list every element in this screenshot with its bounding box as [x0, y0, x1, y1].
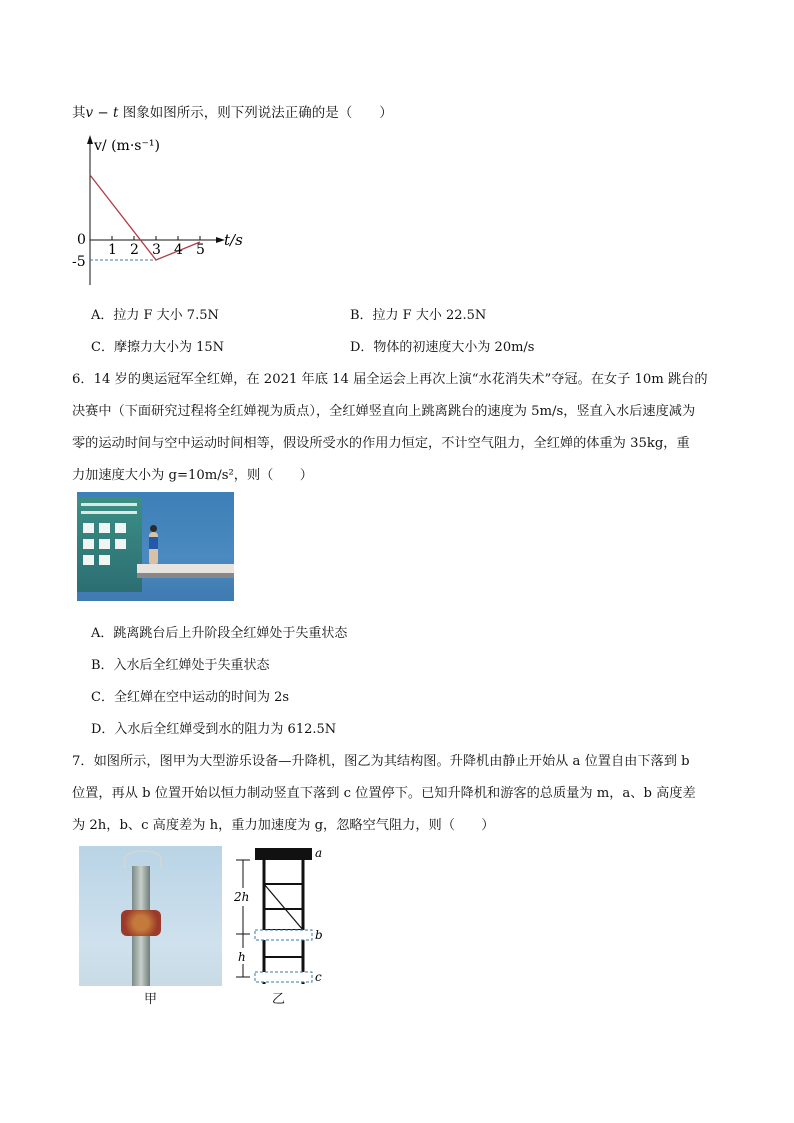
label-c: c [315, 970, 322, 984]
x-tick-label: 5 [196, 242, 205, 258]
q6-line-2: 决赛中（下面研究过程将全红婵视为质点），全红婵竖直向上跳离跳台的速度为 5m/s，竖直入水后速度减为 [72, 404, 696, 419]
origin-label: 0 [77, 232, 86, 248]
position-c-box [255, 972, 312, 982]
q7-line-3: 为 2h，b、c 高度差为 h，重力加速度为 g，忽略空气阻力，则（ ） [72, 818, 495, 833]
q5-option-a: A．拉力 F 大小 7.5N [91, 308, 219, 323]
label-b: b [315, 928, 323, 942]
label-a: a [315, 846, 323, 860]
x-tick-label: 3 [152, 242, 161, 258]
y-tick-label: -5 [72, 254, 86, 270]
caption-yi: 乙 [272, 992, 286, 1007]
question-intro: 其v − t 图象如图所示，则下列说法正确的是（ ） [72, 105, 393, 121]
x-tick-label: 4 [174, 242, 183, 258]
x-tick-label: 2 [130, 242, 139, 258]
q5-option-c: C．摩擦力大小为 15N [91, 340, 224, 355]
structure-diagram [228, 842, 338, 992]
q6-option-c: C．全红婵在空中运动的时间为 2s [91, 690, 290, 705]
diver-photo [77, 492, 234, 601]
q7-line-2: 位置，再从 b 位置开始以恒力制动竖直下落到 c 位置停下。已知升降机和游客的总质量为 m，a、b 高度差 [72, 786, 696, 801]
top-block [255, 848, 312, 860]
x-tick-label: 1 [108, 242, 117, 258]
x-axis-label: t/s [224, 231, 243, 249]
ride-gondola [121, 910, 161, 936]
q6-option-b: B．入水后全红婵处于失重状态 [91, 658, 270, 673]
diving-platform [137, 564, 234, 573]
y-axis-arrow [87, 135, 93, 144]
q7-line-1: 7．如图所示，图甲为大型游乐设备—升降机，图乙为其结构图。升降机由静止开始从 a 位置自由下落到 b [72, 754, 690, 769]
q6-option-a: A．跳离跳台后上升阶段全红婵处于失重状态 [91, 626, 348, 641]
q5-option-b: B．拉力 F 大小 22.5N [350, 308, 487, 323]
label-2h: 2h [234, 890, 250, 904]
scoreboard [77, 497, 142, 592]
q6-line-3: 零的运动时间与空中运动时间相等，假设所受水的作用力恒定，不计空气阻力，全红婵的体重为 35kg，重 [72, 436, 690, 451]
q6-line-4: 力加速度大小为 g=10m/s²，则（ ） [72, 468, 313, 483]
drop-tower-photo [79, 846, 222, 986]
position-b-box [255, 930, 312, 940]
velocity-line [90, 175, 200, 260]
label-h: h [238, 950, 246, 964]
vt-graph [72, 130, 272, 290]
caption-jia: 甲 [144, 992, 158, 1007]
q6-line-1: 6．14 岁的奥运冠军全红婵，在 2021 年底 14 届全运会上再次上演“水花消失术”夺冠。在女子 10m 跳台的 [72, 372, 708, 387]
q6-option-d: D．入水后全红婵受到水的阻力为 612.5N [91, 722, 337, 737]
frame-diagonal [264, 884, 303, 930]
y-axis-label: v/ (m·s⁻¹) [94, 138, 160, 154]
q5-option-d: D．物体的初速度大小为 20m/s [350, 340, 535, 355]
